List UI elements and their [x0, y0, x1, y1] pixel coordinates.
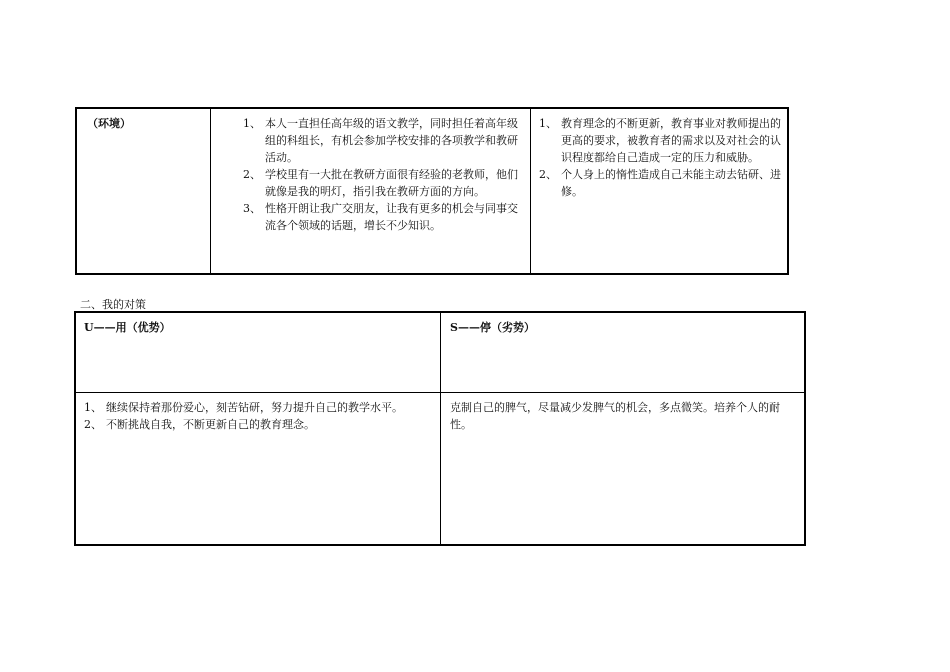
column-divider	[440, 313, 441, 544]
list-item: 1、 教育理念的不断更新，教育事业对教师提出的更高的要求，被教育者的需求以及对社会的认识程度都给自己造成一定的压力和威胁。	[539, 117, 781, 164]
strengths-strategy-cell	[84, 399, 434, 433]
list-item: 1、 本人一直担任高年级的语文教学，同时担任着高年级组的科组长，有机会参加学校安排的各项教学和教研活动。	[243, 117, 518, 164]
column-divider	[530, 109, 531, 273]
weaknesses-strategy-text: 克制自己的脾气，尽量减少发脾气的机会，多点微笑。培养个人的耐性。	[450, 401, 780, 431]
list-item: 3、 性格开朗让我广交朋友，让我有更多的机会与同事交流各个领域的话题，增长不少知识。	[243, 202, 518, 232]
weaknesses-header: S——停（劣势）	[450, 321, 535, 334]
threats-cell	[539, 115, 785, 200]
environment-table	[75, 107, 789, 275]
section-heading: 二、我的对策	[80, 298, 146, 311]
strengths-strategy-list	[84, 399, 434, 433]
row-divider	[76, 392, 804, 393]
list-item: 2、 学校里有一大批在教研方面很有经验的老教师，他们就像是我的明灯，指引我在教研方面的方向。	[243, 168, 518, 198]
strengths-header: U——用（优势）	[84, 321, 171, 334]
strategy-table	[74, 311, 806, 546]
list-item: 1、 继续保持着那份爱心，刻苦钻研，努力提升自己的教学水平。	[84, 401, 403, 414]
strengths-list	[243, 115, 525, 234]
strengths-cell	[243, 115, 525, 234]
list-item: 2、 不断挑战自我，不断更新自己的教育理念。	[84, 418, 315, 431]
column-divider	[210, 109, 211, 273]
threats-list	[539, 115, 785, 200]
list-item: 2、 个人身上的惰性造成自己未能主动去钻研、进修。	[539, 168, 781, 198]
environment-label: （环境）	[87, 117, 131, 130]
